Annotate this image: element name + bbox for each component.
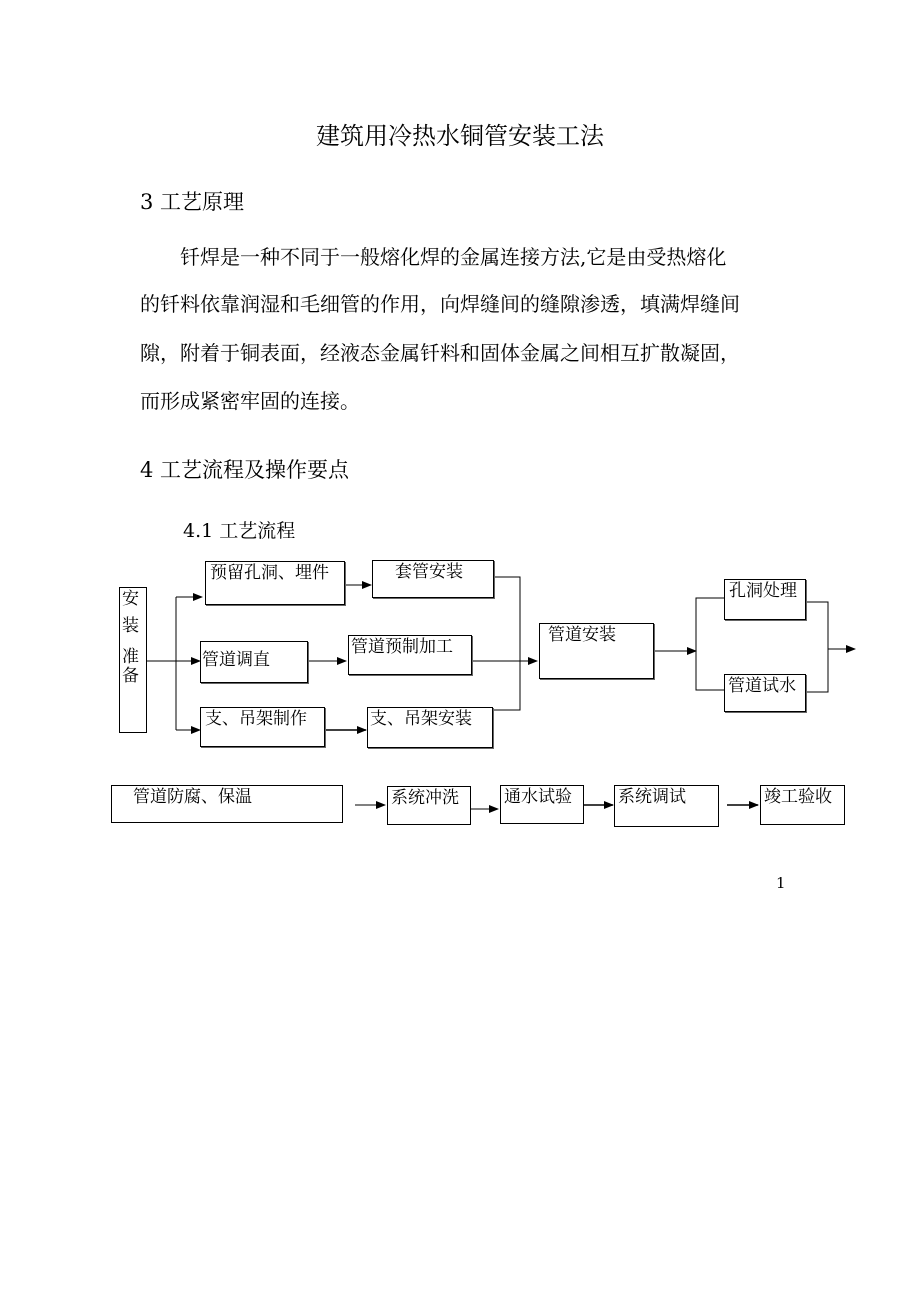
- flow-step-sleeve-install: 套管安装: [372, 560, 494, 598]
- flow-step-system-flush: 系统冲洗: [387, 786, 471, 825]
- connector-branch: [696, 598, 724, 690]
- section-3-heading: 3 工艺原理: [140, 190, 245, 214]
- flow-step-pipe-install: 管道安装: [539, 623, 654, 679]
- page-title: 建筑用冷热水铜管安装工法: [316, 122, 604, 150]
- flow-step-pipe-water-test: 管道试水: [724, 674, 806, 712]
- paragraph-line: 钎焊是一种不同于一般熔化焊的金属连接方法,它是由受热熔化: [180, 245, 727, 269]
- flow-step-completion: 竣工验收: [760, 785, 845, 825]
- flow-step-install-preparation: [119, 587, 147, 733]
- section-4-heading: 4 工艺流程及操作要点: [140, 458, 350, 482]
- flow-step-water-test: 通水试验: [500, 785, 584, 824]
- connector-merge-top: [494, 577, 520, 710]
- paragraph-line: 的钎料依靠润湿和毛细管的作用，向焊缝间的缝隙渗透，填满焊缝间: [140, 292, 740, 316]
- start-char: 装: [122, 616, 139, 636]
- start-char: 备: [122, 666, 139, 686]
- flow-step-support-make: 支、吊架制作: [200, 707, 325, 747]
- flow-step-pipe-straighten: 管道调直: [200, 641, 308, 683]
- start-char: 准: [122, 647, 139, 667]
- flow-step-pipe-prefab: 管道预制加工: [348, 635, 472, 675]
- start-char: 安: [122, 589, 139, 609]
- paragraph-line: 隙，附着于铜表面，经液态金属钎料和固体金属之间相互扩散凝固，: [140, 341, 740, 365]
- connector-branch-merge: [806, 602, 828, 692]
- flow-step-support-install: 支、吊架安装: [367, 707, 493, 748]
- flow-step-reserve-holes: 预留孔洞、埋件: [205, 561, 345, 605]
- page-number: 1: [776, 874, 786, 892]
- paragraph-line: 而形成紧密牢固的连接。: [140, 389, 360, 413]
- flow-step-hole-treatment: 孔洞处理: [724, 579, 806, 620]
- subsection-4-1-heading: 4.1 工艺流程: [183, 520, 296, 542]
- flow-step-system-debug: 系统调试: [614, 785, 719, 827]
- flow-step-anticorrosion-insulation: 管道防腐、保温: [111, 785, 343, 823]
